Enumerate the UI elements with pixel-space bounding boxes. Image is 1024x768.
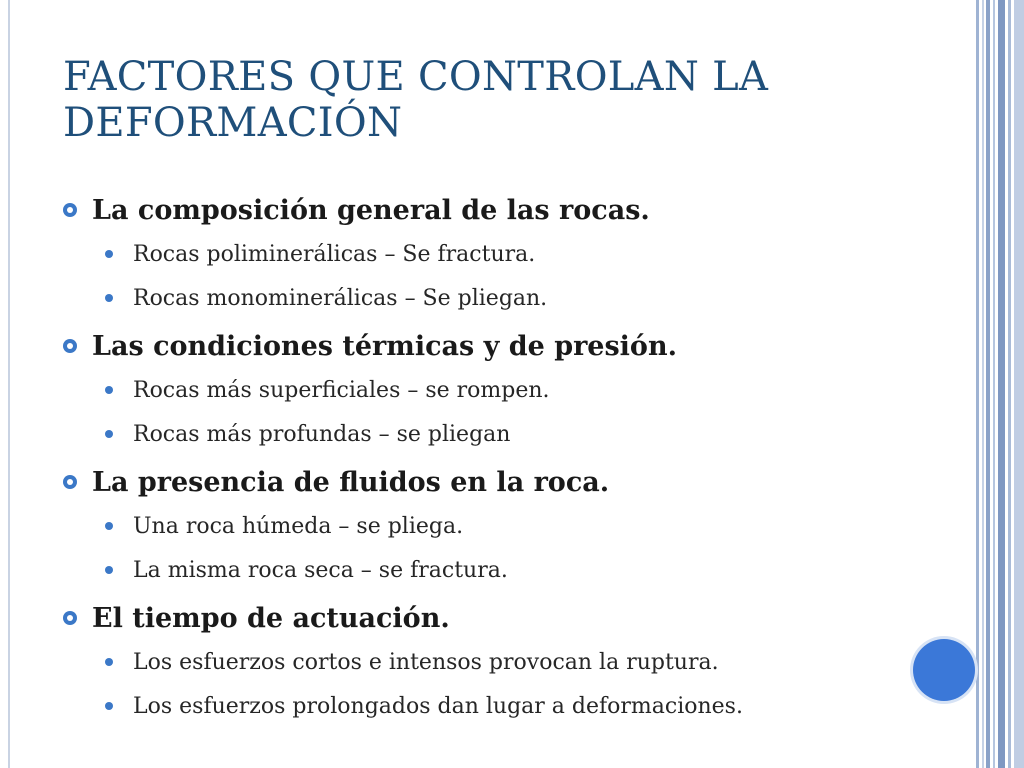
section-1 (63, 188, 913, 232)
circle-bullet-icon (63, 339, 77, 353)
slide-content (63, 188, 913, 732)
list-item-text: Rocas monominerálicas – Se pliegan. (133, 285, 548, 311)
title-line-2: DEFORMACIÓN (63, 100, 403, 146)
circle-bullet-icon (63, 611, 77, 625)
bullet-dot-icon (105, 430, 113, 438)
heading-text: La composición general de las rocas. (92, 194, 650, 226)
list-item (63, 548, 913, 592)
list-item-text: Rocas más superficiales – se rompen. (133, 377, 550, 403)
section-3 (63, 460, 913, 504)
list-item (63, 232, 913, 276)
slide-title (63, 54, 943, 146)
list-item-text: Una roca húmeda – se pliega. (133, 513, 464, 539)
section-heading (63, 460, 913, 504)
circle-bullet-icon (63, 203, 77, 217)
section-1-items (63, 232, 913, 320)
section-4-items (63, 640, 913, 728)
list-item-text: Rocas más profundas – se pliegan (133, 421, 511, 447)
section-heading (63, 596, 913, 640)
bullet-dot-icon (105, 658, 113, 666)
heading-text: La presencia de fluidos en la roca. (92, 466, 610, 498)
list-item (63, 276, 913, 320)
section-heading (63, 324, 913, 368)
circle-bullet-icon (63, 475, 77, 489)
section-heading (63, 188, 913, 232)
right-decorative-stripes (976, 0, 1024, 768)
title-line-1: FACTORES QUE CONTROLAN LA (63, 54, 769, 100)
list-item-text: Rocas poliminerálicas – Se fractura. (133, 241, 536, 267)
bullet-dot-icon (105, 702, 113, 710)
list-item (63, 684, 913, 728)
list-item (63, 640, 913, 684)
bullet-dot-icon (105, 294, 113, 302)
list-item-text: La misma roca seca – se fractura. (133, 557, 508, 583)
list-item (63, 368, 913, 412)
decorative-circle-icon (913, 639, 975, 701)
bullet-dot-icon (105, 250, 113, 258)
section-3-items (63, 504, 913, 592)
bullet-dot-icon (105, 566, 113, 574)
left-border-line (8, 0, 10, 768)
list-item (63, 504, 913, 548)
bullet-dot-icon (105, 522, 113, 530)
list-item (63, 412, 913, 456)
section-4 (63, 596, 913, 640)
heading-text: Las condiciones térmicas y de presión. (92, 330, 677, 362)
list-item-text: Los esfuerzos prolongados dan lugar a deformaciones. (133, 693, 743, 719)
heading-text: El tiempo de actuación. (92, 602, 450, 634)
bullet-dot-icon (105, 386, 113, 394)
list-item-text: Los esfuerzos cortos e intensos provocan la ruptura. (133, 649, 719, 675)
section-2 (63, 324, 913, 368)
section-2-items (63, 368, 913, 456)
